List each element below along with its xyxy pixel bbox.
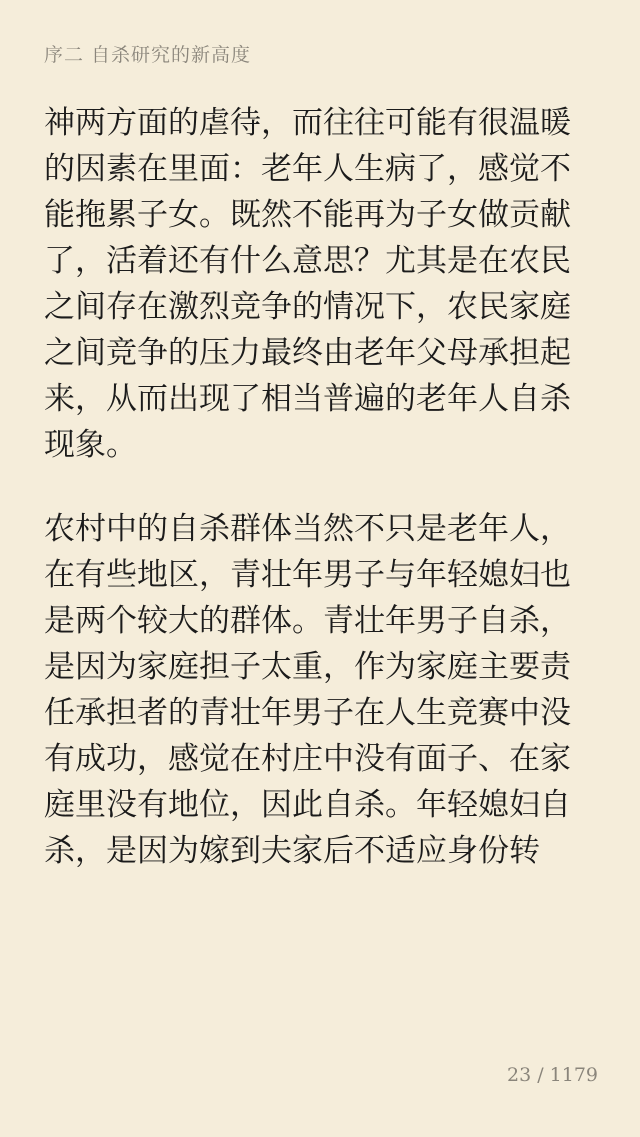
text-line: 了，活着还有什么意思？尤其是在农民	[44, 243, 571, 279]
text-line: 来，从而出现了相当普遍的老年人自杀	[44, 381, 571, 417]
text-line: 农村中的自杀群体当然不只是老年人，	[44, 511, 571, 547]
text-line: 庭里没有地位，因此自杀。年轻媳妇自	[44, 787, 571, 823]
reading-content	[44, 100, 604, 874]
paragraph	[44, 506, 604, 874]
text-line: 是因为家庭担子太重，作为家庭主要责	[44, 649, 571, 685]
text-line: 之间存在激烈竞争的情况下，农民家庭	[44, 289, 571, 325]
text-line: 有成功，感觉在村庄中没有面子、在家	[44, 741, 571, 777]
paragraph	[44, 100, 604, 468]
text-line: 杀，是因为嫁到夫家后不适应身份转	[44, 833, 540, 869]
chapter-title: 序二 自杀研究的新高度	[44, 44, 252, 66]
text-line: 的因素在里面：老年人生病了，感觉不	[44, 151, 571, 187]
text-line: 之间竞争的压力最终由老年父母承担起	[44, 335, 571, 371]
text-line: 是两个较大的群体。青壮年男子自杀，	[44, 603, 571, 639]
text-line: 在有些地区，青壮年男子与年轻媳妇也	[44, 557, 571, 593]
text-line: 现象。	[44, 427, 137, 463]
page-indicator: 23 / 1179	[506, 1064, 598, 1086]
text-line: 能拖累子女。既然不能再为子女做贡献	[44, 197, 571, 233]
text-line: 任承担者的青壮年男子在人生竞赛中没	[44, 695, 571, 731]
text-line: 神两方面的虐待，而往往可能有很温暖	[44, 105, 571, 141]
